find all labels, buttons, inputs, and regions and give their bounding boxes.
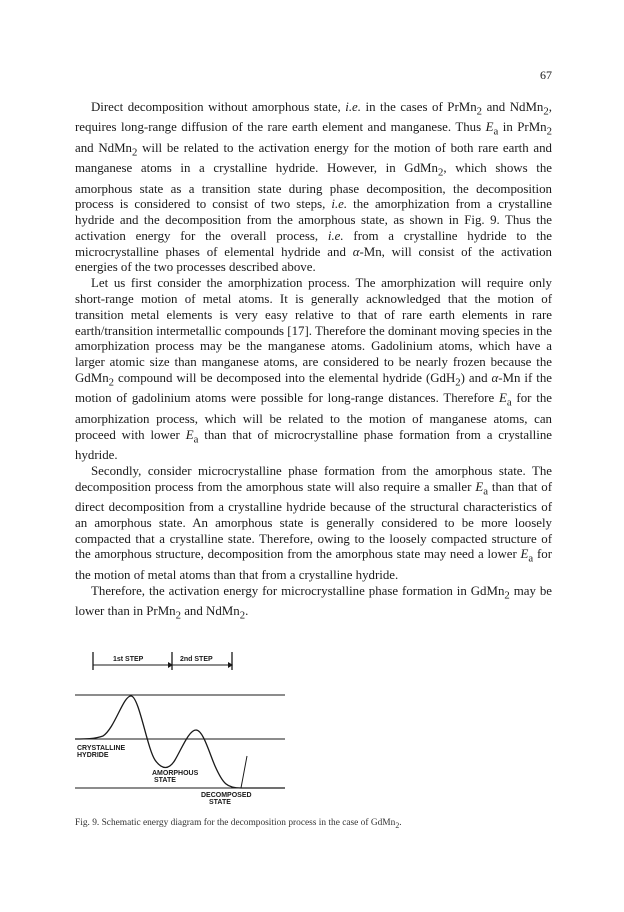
subscript: 2 [108, 376, 115, 389]
italic-text: i.e. [327, 228, 344, 243]
text-run: and NdMn [75, 140, 132, 155]
text-run: Let us first consider the amorphization process. The amorphization will require only short-range motion of metal atoms. It is generally acknowledged that the motion of transition metal elements is very easy relative to that of rare earth elements in rare earth/transition intermetallic compounds [17]. Therefore the dominant moving species in the amorphization process may be the manganese atoms. Gadolinium atoms, which have a larger atomic size than manganese atoms, are considered to be nearly frozen because the GdMn [75, 276, 552, 386]
subscript: 2 [546, 125, 553, 138]
body-text [75, 100, 552, 624]
text-run: ) and [460, 371, 492, 386]
text-run: may be lower than in PrMn [75, 583, 553, 618]
step2-label: 2nd STEP [180, 656, 213, 663]
italic-text: E [475, 479, 484, 494]
italic-text: E [185, 427, 194, 442]
energy-diagram [75, 648, 285, 808]
text-run: than that of microcrystalline phase formation from a crystalline hydride. [75, 427, 552, 462]
decomposed-pointer [241, 756, 247, 788]
amorphous-label-line1: AMORPHOUS [152, 770, 199, 777]
text-run: compound will be decomposed into the elemental hydride (GdH [114, 371, 456, 386]
energy-diagram-figure [75, 648, 285, 808]
paragraph [75, 584, 552, 625]
text-run: Direct decomposition without amorphous state, [91, 100, 346, 114]
subscript: a [493, 125, 499, 138]
amorphous-label-line2: STATE [154, 777, 176, 784]
italic-text: E [520, 547, 529, 562]
text-run: and NdMn [482, 100, 544, 114]
subscript: a [193, 433, 199, 446]
text-run: -Mn, will consist of the activation energies of the two processes described above. [75, 244, 552, 275]
figure-caption [75, 818, 552, 830]
subscript: a [528, 552, 534, 565]
crystalline-label-line2: HYDRIDE [77, 752, 109, 759]
text-run: the amorphization from a crystalline hydride and the decomposition from the amorphous state, as shown in Fig. 9. Thus the activation energy for the overall process, [75, 197, 552, 243]
text-run: in the cases of PrMn [360, 100, 477, 114]
caption-end: . [399, 818, 402, 828]
italic-text: α [352, 244, 360, 259]
text-run: will be related to the activation energy for the motion of both rare earth and manganese atoms in a crystalline hydride. However, in GdMn [75, 140, 552, 176]
text-run: , requires long-range diffusion of the rare earth element and manganese. Thus [75, 100, 552, 135]
subscript: 2 [543, 105, 549, 118]
text-run: and NdMn [180, 603, 240, 618]
subscript: a [483, 485, 488, 498]
text-run: than that of direct decomposition from a crystalline hydride because of the structural characteristics of an amorphous state. An amorphous state is generally considered to be more loosely compacted that a crystalline state. Therefore, owing to the loosely compacted structure of the amorphous structure, decomposition from the amorphous state may need a lower [75, 479, 552, 562]
page-number: 67 [540, 68, 552, 82]
text-run: -Mn if the motion of gadolinium atoms were possible for long-range distances. Therefore [75, 371, 552, 406]
subscript: 2 [437, 166, 444, 179]
subscript: 2 [175, 609, 181, 622]
italic-text: i.e. [345, 100, 361, 114]
subscript: 2 [239, 609, 246, 622]
italic-text: E [498, 391, 507, 406]
italic-text: E [485, 120, 494, 135]
text-run: Therefore, the activation energy for microcrystalline phase formation in GdMn [91, 583, 505, 598]
text-run: for the motion of metal atoms than that from a crystalline hydride. [75, 547, 552, 582]
subscript: 2 [504, 589, 510, 602]
crystalline-label-line1: CRYSTALLINE [77, 745, 126, 752]
italic-text: α [491, 371, 499, 386]
subscript: a [506, 397, 512, 410]
paragraph [75, 100, 552, 276]
text-run: , which shows the amorphous state as a transition state during phase decomposition, the decomposition process is considered to consist of two steps, [75, 161, 553, 212]
italic-text: i.e. [331, 197, 348, 212]
decomposed-label-line1: DECOMPOSED [201, 792, 252, 799]
step1-label: 1st STEP [113, 656, 144, 663]
subscript: 2 [131, 146, 138, 159]
caption-text: Fig. 9. Schematic energy diagram for the decomposition process in the case of GdMn [75, 818, 396, 828]
subscript: 2 [476, 105, 483, 118]
text-run: Secondly, consider microcrystalline phase formation from the amorphous state. The decomposition process from the amorphous state will also require a smaller [75, 463, 552, 494]
caption-subscript: 2 [395, 820, 400, 830]
subscript: 2 [455, 376, 461, 389]
text-run: from a crystalline hydride to the microcrystalline phases of elemental hydride and [75, 228, 552, 259]
text-run: in PrMn [498, 120, 547, 135]
text-run: . [245, 603, 249, 618]
decomposed-label-line2: STATE [209, 799, 231, 806]
paragraph [75, 276, 552, 464]
text-run: for the amorphization process, which will be related to the motion of manganese atoms, can proceed with lower [75, 391, 552, 442]
paragraph [75, 464, 552, 584]
